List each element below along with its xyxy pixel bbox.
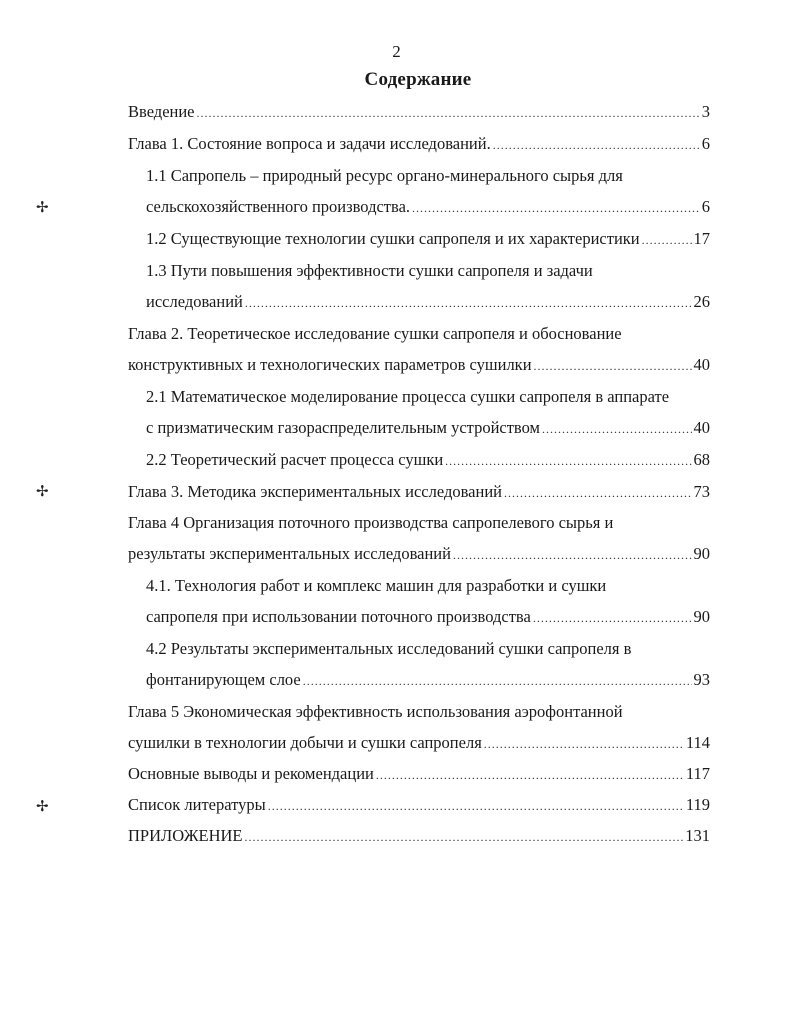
toc-entry-page: 40 [693,355,710,374]
toc-entry [128,701,623,723]
toc-entry [128,512,613,534]
toc-entry [128,354,710,376]
toc-entry-text: 4.2 Результаты экспериментальных исследований сушки сапропеля в [146,639,632,658]
toc-entry [128,481,710,503]
toc-entry-text: 4.1. Технология работ и комплекс машин для разработки и сушки [146,576,607,595]
margin-mark: ✢ [36,198,49,216]
toc-entry-text: исследований [146,292,243,311]
toc-entry-page: 6 [701,197,710,216]
toc-entry-page: 90 [693,607,710,626]
toc-entry-text: сапропеля при использовании поточного производства [146,607,531,626]
toc-entry-text: Введение [128,102,195,121]
toc-entry-page: 131 [685,826,710,845]
toc-entry-text: Список литературы [128,795,266,814]
margin-mark: ✢ [36,482,49,500]
toc-entry [146,291,710,313]
toc-leader-dots [245,292,692,314]
toc-entry-text: фонтанирующем слое [146,670,301,689]
toc-leader-dots [303,670,692,692]
toc-entry [146,669,710,691]
toc-entry [146,417,710,439]
toc-entry-page: 40 [693,418,710,437]
toc-entry-page: 6 [701,134,710,153]
toc-entry [128,323,622,345]
toc-entry-page: 114 [685,733,710,752]
toc-entry-page: 68 [693,450,710,469]
toc-entry-text: Глава 1. Состояние вопроса и задачи исследований. [128,134,491,153]
toc-entry-text: конструктивных и технологических параметров сушилки [128,355,532,374]
toc-leader-dots [412,197,700,219]
toc-entry-text: результаты экспериментальных исследований [128,544,451,563]
toc-leader-dots [376,764,684,786]
toc-leader-dots [493,134,700,156]
toc-leader-dots [504,482,692,504]
toc-entry [146,196,710,218]
toc-entry-page: 73 [693,482,710,501]
toc-entry [128,133,710,155]
toc-entry-text: 2.1 Математическое моделирование процесса сушки сапропеля в аппарате [146,387,670,406]
toc-leader-dots [533,607,692,629]
toc-entry [128,825,710,847]
toc-entry [128,543,710,565]
toc-entry [146,606,710,628]
toc-entry-page: 26 [693,292,710,311]
toc-entry-page: 117 [685,764,710,783]
toc-leader-dots [197,102,700,124]
toc-leader-dots [642,229,692,251]
toc-entry [146,638,631,660]
toc-entry-text: Основные выводы и рекомендации [128,764,374,783]
toc-entry-text: сельскохозяйственного производства. [146,197,411,216]
toc-entry [146,575,606,597]
toc-entry [128,732,710,754]
toc-entry-text: Глава 5 Экономическая эффективность использования аэрофонтанной [128,702,623,721]
toc-entry-page: 90 [693,544,710,563]
toc-entry-text: 1.3 Пути повышения эффективности сушки сапропеля и задачи [146,261,593,280]
toc-entry [128,763,710,785]
toc-entry [146,386,669,408]
margin-mark: ✢ [36,797,49,815]
toc-leader-dots [445,450,691,472]
toc-entry [146,449,710,471]
toc-leader-dots [453,544,692,566]
toc-entry [128,101,710,123]
toc-entry-text: с призматическим газораспределительным устройством [146,418,540,437]
toc-entry-text: Глава 4 Организация поточного производства сапропелевого сырья и [128,513,614,532]
toc-leader-dots [268,795,684,817]
toc-entry-page: 93 [693,670,710,689]
toc-entry [146,165,623,187]
page-title: Содержание [364,69,472,90]
toc-entry [146,228,710,250]
toc-entry-page: 119 [685,795,710,814]
toc-entry-text: 1.2 Существующие технологии сушки сапропеля и их характеристики [146,229,640,248]
toc-leader-dots [484,733,684,755]
toc-entry-text: Глава 2. Теоретическое исследование сушки сапропеля и обоснование [128,324,622,343]
toc-entry [128,794,710,816]
toc-leader-dots [244,826,683,848]
toc-entry-page: 3 [701,102,710,121]
page-number: 2 [392,42,401,61]
toc-entry-text: 2.2 Теоретический расчет процесса сушки [146,450,444,469]
toc-leader-dots [534,355,692,377]
toc-entry-page: 17 [693,229,710,248]
toc-entry [146,260,593,282]
toc-leader-dots [542,418,692,440]
toc-entry-text: 1.1 Сапропель – природный ресурс органо-минерального сырья для [146,166,623,185]
toc-entry-text: ПРИЛОЖЕНИЕ [128,826,243,845]
toc-entry-text: Глава 3. Методика экспериментальных исследований [128,482,502,501]
toc-entry-text: сушилки в технологии добычи и сушки сапропеля [128,733,482,752]
